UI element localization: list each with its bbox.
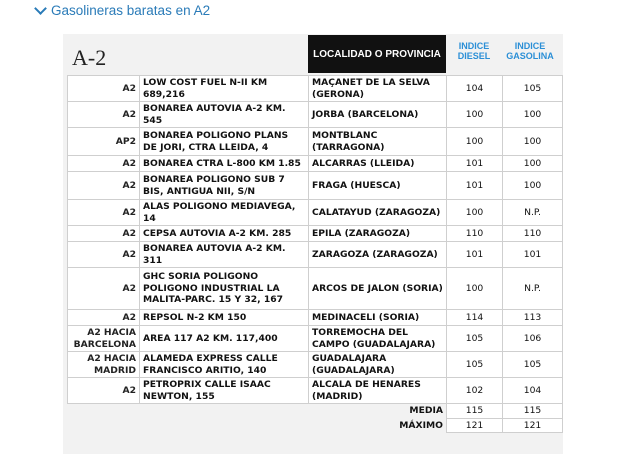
table-row: [68, 76, 563, 102]
blank-cell: [140, 418, 309, 433]
blank-cell: [68, 404, 140, 419]
stat-diesel: 115: [447, 404, 503, 419]
header-gasolina: INDICE GASOLINA: [506, 41, 554, 61]
cell-road: A2: [68, 226, 140, 242]
cell-gasolina: 100: [503, 128, 563, 156]
cell-road: A2: [68, 156, 140, 172]
table-row: [68, 268, 563, 310]
cell-locality: MAÇANET DE LA SELVA (GERONA): [309, 76, 447, 102]
blank-cell: [68, 418, 140, 433]
cell-gasolina: 100: [503, 102, 563, 128]
cell-diesel: 100: [447, 268, 503, 310]
cell-road: A2 HACIA MADRID: [68, 352, 140, 378]
cell-road: A2: [68, 102, 140, 128]
cell-locality: GUADALAJARA (GUADALAJARA): [309, 352, 447, 378]
cell-locality: TORREMOCHA DEL CAMPO (GUADALAJARA): [309, 326, 447, 352]
cell-diesel: 101: [447, 242, 503, 268]
cell-road: A2: [68, 172, 140, 200]
cell-station: BONAREA POLIGONO SUB 7 BIS, ANTIGUA NII, S/N: [140, 172, 309, 200]
cell-station: BONAREA AUTOVIA A-2 KM. 545: [140, 102, 309, 128]
table-row: [68, 172, 563, 200]
cell-locality: MONTBLANC (TARRAGONA): [309, 128, 447, 156]
section-toggle-label: Gasolineras baratas en A2: [51, 3, 211, 18]
stations-table: [67, 75, 563, 433]
cell-station: ALAS POLIGONO MEDIAVEGA, 14: [140, 200, 309, 226]
cell-station: LOW COST FUEL N-II KM 689,216: [140, 76, 309, 102]
cell-gasolina: 104: [503, 378, 563, 404]
cell-locality: ALCARRAS (LLEIDA): [309, 156, 447, 172]
table-row: [68, 226, 563, 242]
header-locality: LOCALIDAD O PROVINCIA: [308, 35, 446, 73]
cell-locality: MEDINACELI (SORIA): [309, 310, 447, 326]
cell-gasolina: 100: [503, 156, 563, 172]
table-row: [68, 326, 563, 352]
cell-locality: FRAGA (HUESCA): [309, 172, 447, 200]
stat-gasolina: 121: [503, 418, 563, 433]
cell-gasolina: 105: [503, 76, 563, 102]
cell-gasolina: N.P.: [503, 268, 563, 310]
cell-gasolina: 105: [503, 352, 563, 378]
table-row: [68, 200, 563, 226]
cell-gasolina: 101: [503, 242, 563, 268]
table-row: [68, 102, 563, 128]
cell-road: A2: [68, 200, 140, 226]
cell-diesel: 110: [447, 226, 503, 242]
table-row: [68, 352, 563, 378]
stat-diesel: 121: [447, 418, 503, 433]
cell-locality: ALCALA DE HENARES (MADRID): [309, 378, 447, 404]
cell-gasolina: 110: [503, 226, 563, 242]
stats-row: [68, 404, 563, 419]
blank-cell: [140, 404, 309, 419]
cell-diesel: 100: [447, 128, 503, 156]
cell-station: BONAREA CTRA L-800 KM 1.85: [140, 156, 309, 172]
cell-locality: ZARAGOZA (ZARAGOZA): [309, 242, 447, 268]
cell-road: A2: [68, 242, 140, 268]
cell-station: BONAREA AUTOVIA A-2 KM. 311: [140, 242, 309, 268]
cell-station: BONAREA POLIGONO PLANS DE JORI, CTRA LLEIDA, 4: [140, 128, 309, 156]
cell-road: AP2: [68, 128, 140, 156]
section-toggle-link[interactable]: [34, 3, 210, 18]
cell-gasolina: 100: [503, 172, 563, 200]
stats-row: [68, 418, 563, 433]
cell-locality: EPILA (ZARAGOZA): [309, 226, 447, 242]
cell-station: GHC SORIA POLIGONO POLIGONO INDUSTRIAL LA MALITA-PARC. 15 Y 32, 167: [140, 268, 309, 310]
cell-diesel: 102: [447, 378, 503, 404]
cell-diesel: 114: [447, 310, 503, 326]
cell-road: A2: [68, 268, 140, 310]
table-row: [68, 310, 563, 326]
cell-locality: JORBA (BARCELONA): [309, 102, 447, 128]
cell-diesel: 101: [447, 156, 503, 172]
stat-gasolina: 115: [503, 404, 563, 419]
cell-diesel: 100: [447, 200, 503, 226]
cell-station: PETROPRIX CALLE ISAAC NEWTON, 155: [140, 378, 309, 404]
cell-station: AREA 117 A2 KM. 117,400: [140, 326, 309, 352]
cell-road: A2: [68, 310, 140, 326]
header-diesel: INDICE DIESEL: [457, 41, 491, 61]
cell-station: REPSOL N-2 KM 150: [140, 310, 309, 326]
cell-diesel: 105: [447, 326, 503, 352]
table-row: [68, 242, 563, 268]
stat-label: MÁXIMO: [399, 419, 443, 431]
cell-locality: ARCOS DE JALON (SORIA): [309, 268, 447, 310]
cell-station: CEPSA AUTOVIA A-2 KM. 285: [140, 226, 309, 242]
cell-road: A2 HACIA BARCELONA: [68, 326, 140, 352]
table-row: [68, 128, 563, 156]
cell-diesel: 100: [447, 102, 503, 128]
cell-road: A2: [68, 76, 140, 102]
cell-road: A2: [68, 378, 140, 404]
cell-gasolina: 106: [503, 326, 563, 352]
road-title: A-2: [72, 45, 107, 70]
cell-locality: CALATAYUD (ZARAGOZA): [309, 200, 447, 226]
cell-gasolina: 113: [503, 310, 563, 326]
cell-gasolina: N.P.: [503, 200, 563, 226]
cell-diesel: 104: [447, 76, 503, 102]
stat-label: MEDIA: [409, 405, 443, 417]
cell-diesel: 105: [447, 352, 503, 378]
cell-diesel: 101: [447, 172, 503, 200]
cell-station: ALAMEDA EXPRESS CALLE FRANCISCO ARITIO, 140: [140, 352, 309, 378]
table-row: [68, 156, 563, 172]
chevron-down-icon: [34, 2, 47, 15]
table-row: [68, 378, 563, 404]
